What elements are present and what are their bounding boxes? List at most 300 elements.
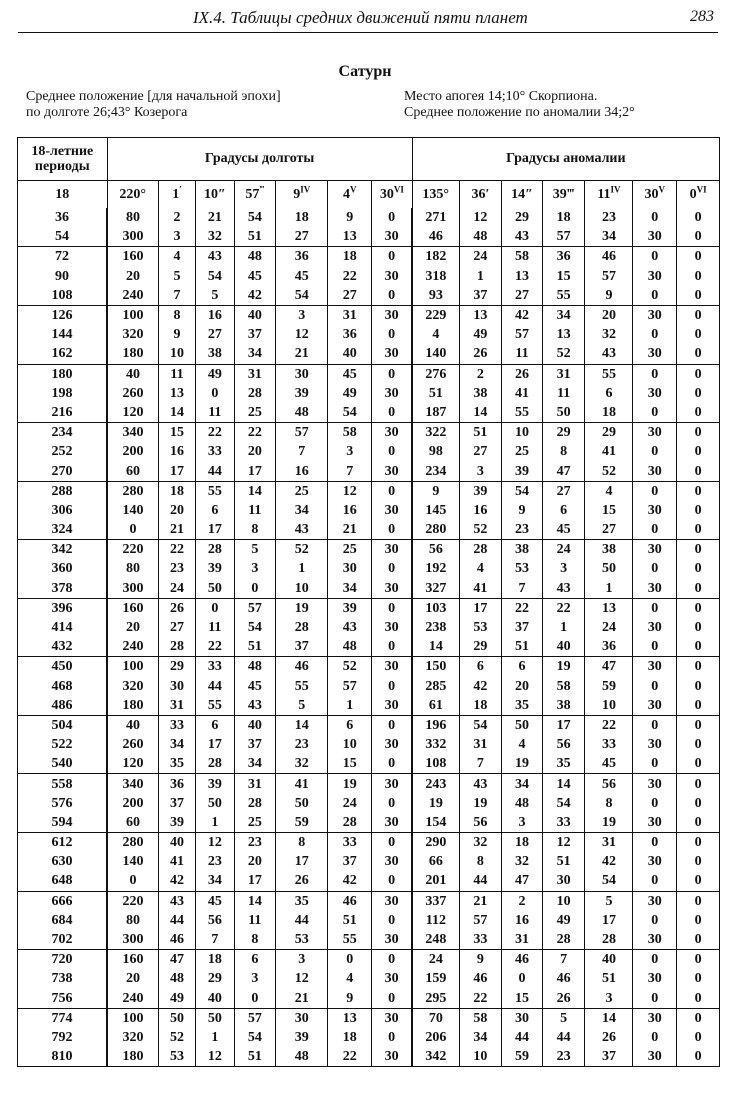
longitude-cell: 37 [328, 852, 372, 871]
longitude-cell: 12 [196, 1047, 234, 1067]
table-row [18, 833, 720, 853]
anomaly-cell: 4 [459, 559, 502, 578]
longitude-cell: 48 [276, 1047, 328, 1067]
longitude-cell: 30 [372, 774, 413, 794]
longitude-cell: 17 [196, 735, 234, 754]
longitude-cell: 21 [196, 208, 234, 227]
longitude-cell: 8 [234, 930, 276, 950]
anomaly-cell: 40 [542, 637, 585, 657]
longitude-cell: 36 [276, 247, 328, 267]
anomaly-cell: 30 [633, 344, 677, 364]
anomaly-cell: 0 [677, 891, 720, 911]
anomaly-cell: 57 [459, 911, 502, 930]
longitude-cell: 3 [158, 227, 195, 247]
anomaly-cell: 58 [502, 247, 543, 267]
anomaly-cell: 0 [633, 637, 677, 657]
table-row [18, 267, 720, 286]
anomaly-cell: 13 [459, 305, 502, 325]
anomaly-group-header: Градусы аномалии [412, 138, 719, 181]
longitude-cell: 45 [196, 891, 234, 911]
anomaly-cell: 0 [677, 579, 720, 599]
longitude-cell: 0 [234, 579, 276, 599]
anomaly-cell: 56 [585, 774, 633, 794]
anomaly-cell: 30 [633, 461, 677, 481]
longitude-cell: 11 [196, 403, 234, 423]
anomaly-cell: 37 [502, 618, 543, 637]
longitude-cell: 44 [276, 911, 328, 930]
longitude-cell: 55 [196, 696, 234, 716]
period-cell: 702 [18, 930, 108, 950]
anomaly-cell: 46 [459, 969, 502, 988]
running-header [18, 6, 718, 33]
longitude-cell: 28 [196, 754, 234, 774]
anomaly-cell: 38 [542, 696, 585, 716]
unit-marker: V [658, 184, 666, 195]
anomaly-cell: 11 [502, 344, 543, 364]
anomaly-cell: 0 [677, 481, 720, 501]
anomaly-cell: 31 [459, 735, 502, 754]
anomaly-cell: 52 [459, 520, 502, 540]
anomaly-cell: 0 [677, 794, 720, 813]
longitude-cell: 340 [107, 774, 158, 794]
anomaly-cell: 1 [585, 579, 633, 599]
anomaly-cell: 0 [677, 286, 720, 306]
table-row [18, 227, 720, 247]
longitude-cell: 21 [276, 344, 328, 364]
longitude-cell: 33 [196, 442, 234, 461]
longitude-cell: 41 [276, 774, 328, 794]
longitude-cell: 280 [107, 833, 158, 853]
anomaly-cell: 59 [502, 1047, 543, 1067]
longitude-cell: 54 [234, 1028, 276, 1047]
anomaly-cell: 30 [633, 227, 677, 247]
longitude-cell: 57 [276, 423, 328, 443]
anomaly-cell: 37 [585, 1047, 633, 1067]
unit-value: 1 [172, 187, 180, 202]
longitude-cell: 21 [328, 520, 372, 540]
unit-value: 14″ [511, 187, 533, 202]
table-row [18, 442, 720, 461]
longitude-cell: 24 [158, 579, 195, 599]
longitude-cell: 43 [196, 247, 234, 267]
anomaly-cell: 0 [677, 403, 720, 423]
anomaly-cell: 42 [502, 305, 543, 325]
anomaly-cell: 34 [542, 305, 585, 325]
anomaly-cell: 0 [677, 559, 720, 578]
anomaly-cell: 0 [677, 989, 720, 1009]
longitude-cell: 0 [372, 950, 413, 970]
period-cell: 18 [18, 181, 108, 209]
longitude-cell: 37 [234, 735, 276, 754]
anomaly-cell: 55 [542, 286, 585, 306]
anomaly-cell: 285 [412, 677, 459, 696]
longitude-cell: 43 [234, 696, 276, 716]
anomaly-cell: 182 [412, 247, 459, 267]
table-row [18, 696, 720, 716]
longitude-cell: 35 [158, 754, 195, 774]
anomaly-cell: 103 [412, 598, 459, 618]
longitude-cell: 30 [372, 540, 413, 560]
period-cell: 90 [18, 267, 108, 286]
anomaly-cell: 248 [412, 930, 459, 950]
anomaly-cell: 54 [502, 481, 543, 501]
longitude-cell: 8 [276, 833, 328, 853]
anomaly-cell: 0 [677, 774, 720, 794]
longitude-cell: 25 [276, 481, 328, 501]
longitude-cell: 2 [158, 208, 195, 227]
table-row [18, 891, 720, 911]
longitude-cell: 36 [158, 774, 195, 794]
table-row [18, 286, 720, 306]
anomaly-cell: 0 [677, 833, 720, 853]
longitude-cell: 10 [328, 735, 372, 754]
longitude-cell: 4 [328, 969, 372, 988]
longitude-cell: 28 [276, 618, 328, 637]
anomaly-cell: 150 [412, 657, 459, 677]
longitude-cell: 44 [158, 911, 195, 930]
anomaly-cell: 0 [677, 715, 720, 735]
longitude-cell: 180 [107, 696, 158, 716]
longitude-cell: 48 [234, 247, 276, 267]
anomaly-cell: 19 [542, 657, 585, 677]
anomaly-cell: 44 [542, 1028, 585, 1047]
longitude-cell: 20 [158, 501, 195, 520]
anomaly-cell: 11 [542, 384, 585, 403]
longitude-cell: 28 [234, 794, 276, 813]
longitude-cell: 34 [196, 871, 234, 891]
anomaly-cell: 26 [585, 1028, 633, 1047]
anomaly-cell: 55 [502, 403, 543, 423]
anomaly-cell: 18 [585, 403, 633, 423]
longitude-cell: 7 [158, 286, 195, 306]
anomaly-cell: 41 [502, 384, 543, 403]
anomaly-cell: 32 [585, 325, 633, 344]
longitude-cell: 320 [107, 677, 158, 696]
unit-marker: V [349, 184, 357, 195]
period-cell: 504 [18, 715, 108, 735]
longitude-cell: 0 [372, 325, 413, 344]
longitude-cell: 30 [328, 559, 372, 578]
longitude-cell: 26 [276, 871, 328, 891]
longitude-cell: 18 [276, 208, 328, 227]
unit-header-cell [502, 181, 543, 209]
anomaly-cell: 0 [633, 559, 677, 578]
longitude-cell: 30 [276, 1008, 328, 1028]
unit-header-cell [196, 181, 234, 209]
anomaly-cell: 14 [585, 1008, 633, 1028]
anomaly-cell: 0 [633, 247, 677, 267]
unit-value: 220° [119, 187, 146, 202]
anomaly-cell: 187 [412, 403, 459, 423]
anomaly-cell: 9 [459, 950, 502, 970]
anomaly-cell: 42 [585, 852, 633, 871]
anomaly-cell: 201 [412, 871, 459, 891]
anomaly-cell: 34 [459, 1028, 502, 1047]
anomaly-cell: 28 [542, 930, 585, 950]
longitude-cell: 18 [158, 481, 195, 501]
longitude-cell: 0 [372, 286, 413, 306]
anomaly-cell: 28 [459, 540, 502, 560]
running-title: IX.4. Таблицы средних движений пяти планет [193, 8, 528, 27]
longitude-cell: 23 [234, 833, 276, 853]
longitude-cell: 60 [107, 813, 158, 833]
longitude-cell: 320 [107, 1028, 158, 1047]
anomaly-cell: 31 [585, 833, 633, 853]
longitude-cell: 30 [372, 423, 413, 443]
anomaly-cell: 1 [459, 267, 502, 286]
period-cell: 324 [18, 520, 108, 540]
table-row [18, 598, 720, 618]
anomaly-cell: 9 [412, 481, 459, 501]
longitude-cell: 160 [107, 598, 158, 618]
anomaly-cell: 5 [542, 1008, 585, 1028]
anomaly-cell: 43 [502, 227, 543, 247]
anomaly-cell: 0 [677, 384, 720, 403]
anomaly-cell: 42 [459, 677, 502, 696]
unit-header-cell [677, 181, 720, 209]
longitude-cell: 28 [328, 813, 372, 833]
anomaly-cell: 30 [633, 305, 677, 325]
table-row [18, 677, 720, 696]
unit-marker: IV [300, 184, 311, 195]
period-cell: 54 [18, 227, 108, 247]
anomaly-cell: 276 [412, 364, 459, 384]
table-row [18, 871, 720, 891]
unit-value: 9 [293, 187, 301, 202]
anomaly-cell: 0 [677, 969, 720, 988]
longitude-cell: 22 [158, 540, 195, 560]
longitude-cell: 48 [276, 403, 328, 423]
unit-header-cell [328, 181, 372, 209]
longitude-cell: 46 [276, 657, 328, 677]
anomaly-cell: 196 [412, 715, 459, 735]
anomaly-cell: 24 [412, 950, 459, 970]
anomaly-cell: 238 [412, 618, 459, 637]
unit-marker: IV [610, 184, 621, 195]
period-cell: 684 [18, 911, 108, 930]
anomaly-cell: 112 [412, 911, 459, 930]
unit-header-cell [158, 181, 195, 209]
longitude-cell: 46 [328, 891, 372, 911]
longitude-cell: 20 [234, 442, 276, 461]
anomaly-cell: 0 [677, 461, 720, 481]
anomaly-cell: 7 [459, 754, 502, 774]
anomaly-cell: 6 [542, 501, 585, 520]
longitude-cell: 44 [196, 677, 234, 696]
longitude-cell: 340 [107, 423, 158, 443]
anomaly-cell: 43 [585, 344, 633, 364]
longitude-cell: 29 [158, 657, 195, 677]
table-row [18, 559, 720, 578]
longitude-cell: 39 [328, 598, 372, 618]
longitude-cell: 56 [196, 911, 234, 930]
anomaly-cell: 0 [677, 364, 720, 384]
longitude-cell: 0 [372, 208, 413, 227]
longitude-cell: 0 [372, 637, 413, 657]
anomaly-cell: 0 [677, 208, 720, 227]
longitude-cell: 48 [328, 637, 372, 657]
unit-value: 30 [644, 187, 659, 202]
anomaly-cell: 30 [633, 774, 677, 794]
longitude-cell: 12 [276, 969, 328, 988]
anomaly-cell: 0 [677, 1008, 720, 1028]
longitude-cell: 30 [372, 852, 413, 871]
anomaly-cell: 44 [502, 1028, 543, 1047]
anomaly-cell: 0 [677, 305, 720, 325]
unit-header-cell [276, 181, 328, 209]
longitude-cell: 40 [107, 715, 158, 735]
longitude-cell: 8 [158, 305, 195, 325]
longitude-cell: 30 [372, 501, 413, 520]
anomaly-cell: 0 [633, 481, 677, 501]
anomaly-cell: 140 [412, 344, 459, 364]
longitude-cell: 51 [234, 227, 276, 247]
anomaly-cell: 22 [585, 715, 633, 735]
anomaly-cell: 36 [542, 247, 585, 267]
anomaly-cell: 0 [677, 754, 720, 774]
unit-value: 57 [245, 187, 260, 202]
longitude-cell: 20 [107, 618, 158, 637]
anomaly-cell: 53 [459, 618, 502, 637]
longitude-cell: 46 [158, 930, 195, 950]
longitude-cell: 54 [234, 208, 276, 227]
anomaly-cell: 44 [459, 871, 502, 891]
anomaly-cell: 0 [677, 950, 720, 970]
longitude-cell: 30 [158, 677, 195, 696]
longitude-cell: 43 [276, 520, 328, 540]
anomaly-cell: 54 [542, 794, 585, 813]
anomaly-cell: 39 [502, 461, 543, 481]
anomaly-cell: 58 [459, 1008, 502, 1028]
longitude-cell: 6 [328, 715, 372, 735]
anomaly-cell: 39 [459, 481, 502, 501]
period-cell: 216 [18, 403, 108, 423]
longitude-cell: 27 [328, 286, 372, 306]
longitude-cell: 34 [158, 735, 195, 754]
table-row [18, 423, 720, 443]
longitude-cell: 39 [196, 559, 234, 578]
unit-marker: ′ [179, 184, 182, 195]
anomaly-cell: 290 [412, 833, 459, 853]
anomaly-cell: 70 [412, 1008, 459, 1028]
longitude-cell: 220 [107, 891, 158, 911]
longitude-cell: 0 [372, 677, 413, 696]
longitude-cell: 33 [196, 657, 234, 677]
longitude-cell: 30 [372, 696, 413, 716]
anomaly-cell: 0 [633, 442, 677, 461]
longitude-cell: 0 [372, 989, 413, 1009]
anomaly-cell: 12 [459, 208, 502, 227]
period-cell: 594 [18, 813, 108, 833]
period-cell: 306 [18, 501, 108, 520]
anomaly-cell: 27 [585, 520, 633, 540]
table-row [18, 735, 720, 754]
longitude-cell: 140 [107, 852, 158, 871]
unit-header-cell [633, 181, 677, 209]
longitude-cell: 22 [196, 423, 234, 443]
longitude-cell: 3 [276, 950, 328, 970]
anomaly-cell: 0 [677, 598, 720, 618]
period-cell: 72 [18, 247, 108, 267]
anomaly-cell: 18 [502, 833, 543, 853]
anomaly-cell: 24 [459, 247, 502, 267]
longitude-cell: 30 [372, 305, 413, 325]
longitude-cell: 0 [372, 403, 413, 423]
longitude-cell: 8 [234, 520, 276, 540]
longitude-cell: 18 [328, 247, 372, 267]
anomaly-cell: 0 [633, 364, 677, 384]
longitude-cell: 18 [328, 1028, 372, 1047]
longitude-cell: 140 [107, 501, 158, 520]
anomaly-cell: 29 [542, 423, 585, 443]
unit-marker: ‴ [259, 184, 265, 195]
longitude-cell: 31 [328, 305, 372, 325]
longitude-cell: 36 [328, 325, 372, 344]
longitude-cell: 3 [276, 305, 328, 325]
anomaly-cell: 30 [633, 891, 677, 911]
longitude-cell: 30 [372, 1047, 413, 1067]
longitude-cell: 50 [276, 794, 328, 813]
anomaly-cell: 0 [677, 344, 720, 364]
table-row [18, 969, 720, 988]
anomaly-cell: 14 [412, 637, 459, 657]
anomaly-cell: 30 [633, 735, 677, 754]
period-cell: 666 [18, 891, 108, 911]
anomaly-cell: 66 [412, 852, 459, 871]
anomaly-cell: 41 [459, 579, 502, 599]
period-cell: 162 [18, 344, 108, 364]
longitude-cell: 3 [328, 442, 372, 461]
table-row [18, 1028, 720, 1047]
longitude-cell: 33 [158, 715, 195, 735]
longitude-cell: 0 [372, 871, 413, 891]
anomaly-cell: 28 [585, 930, 633, 950]
epoch-note-line: Среднее положение [для начальной эпохи] [26, 89, 281, 104]
anomaly-cell: 58 [542, 677, 585, 696]
longitude-cell: 30 [372, 930, 413, 950]
longitude-cell: 54 [328, 403, 372, 423]
anomaly-cell: 43 [459, 774, 502, 794]
anomaly-cell: 30 [502, 1008, 543, 1028]
longitude-cell: 22 [234, 423, 276, 443]
longitude-cell: 0 [372, 754, 413, 774]
longitude-cell: 1 [196, 813, 234, 833]
longitude-cell: 30 [372, 891, 413, 911]
longitude-cell: 31 [158, 696, 195, 716]
period-cell: 738 [18, 969, 108, 988]
anomaly-cell: 0 [633, 520, 677, 540]
longitude-cell: 3 [234, 969, 276, 988]
table-row [18, 520, 720, 540]
anomaly-cell: 50 [585, 559, 633, 578]
anomaly-cell: 30 [633, 696, 677, 716]
anomaly-cell: 33 [585, 735, 633, 754]
longitude-cell: 160 [107, 950, 158, 970]
anomaly-note-line: Среднее положение по аномалии 34;2° [404, 105, 635, 120]
anomaly-cell: 108 [412, 754, 459, 774]
longitude-cell: 21 [158, 520, 195, 540]
anomaly-cell: 0 [633, 598, 677, 618]
unit-value: 135° [422, 187, 449, 202]
table-row [18, 618, 720, 637]
longitude-cell: 23 [196, 852, 234, 871]
table-row [18, 403, 720, 423]
anomaly-cell: 31 [502, 930, 543, 950]
anomaly-cell: 17 [542, 715, 585, 735]
period-cell: 468 [18, 677, 108, 696]
period-column-header [18, 138, 108, 181]
anomaly-cell: 3 [542, 559, 585, 578]
